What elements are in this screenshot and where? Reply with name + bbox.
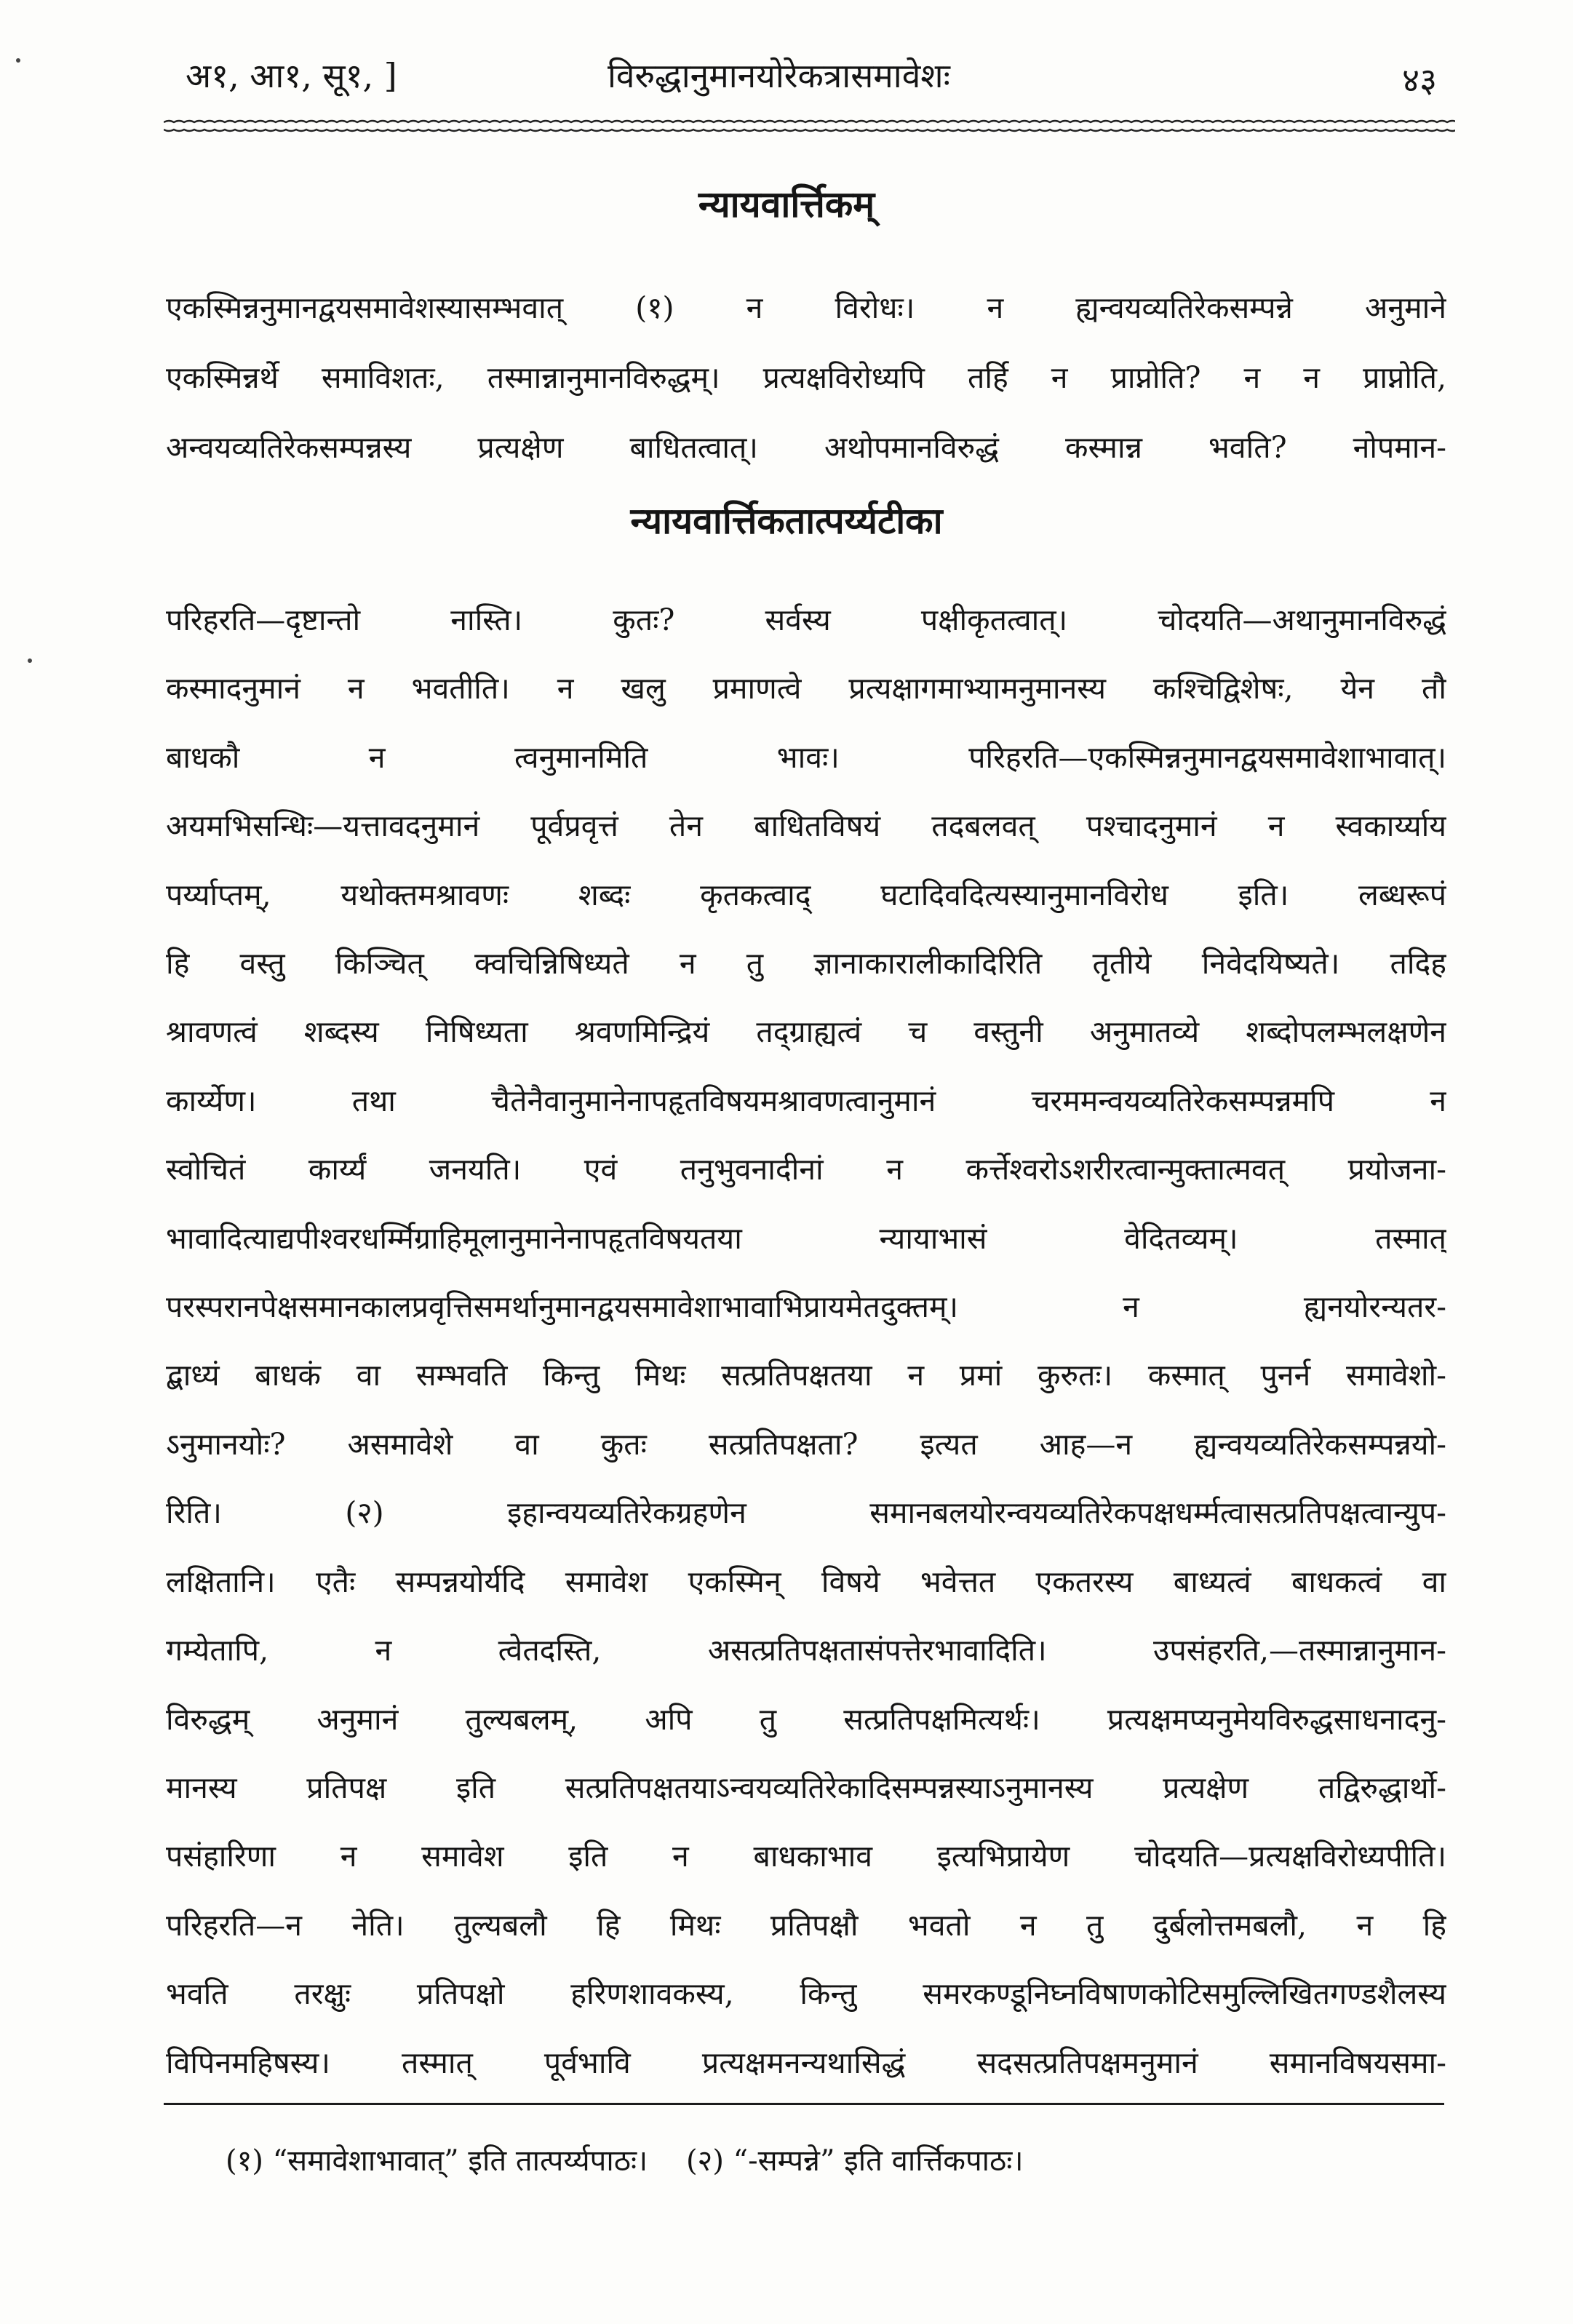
text-line: हि वस्तु किञ्चित् क्वचिन्निषिध्यते न तु ज्ञानाकारालीकादिरिति तृतीये निवेदयिष्यते। तदिह [166,946,1446,982]
section-title-tika: न्यायवार्त्तिकतात्पर्य्यटीका [630,499,943,542]
tika-text [166,586,1446,2097]
footnotes [226,2139,1053,2179]
text-line: भावादित्याद्यपीश्वरधर्म्मिग्राहिमूलानुमानेनापहृतविषयतया न्यायाभासं वेदितव्यम्। तस्मात् [166,1220,1446,1256]
text-line: मानस्य प्रतिपक्ष इति सत्प्रतिपक्षतयाऽन्वयव्यतिरेकादिसम्पन्नस्याऽनुमानस्य प्रत्यक्षेण तद्विरुद्धार्थो- [166,1770,1446,1805]
section-title-vartika: न्यायवार्त्तिकम् [698,183,875,226]
text-line: परिहरति—दृष्टान्तो नास्ति। कुतः? सर्वस्य पक्षीकृतत्वात्। चोदयति—अथानुमानविरुद्धं [166,602,1446,637]
footnote-divider [164,2103,1444,2105]
text-line: भवति तरक्षुः प्रतिपक्षो हरिणशावकस्य, किन्तु समरकण्डूनिघ्नविषाणकोटिसमुल्लिखितगण्डशैलस्य [166,1976,1446,2012]
text-line: एकस्मिन्ननुमानद्वयसमावेशस्यासम्भवात् (१) न विरोधः। न ह्यन्वयव्यतिरेकसम्पन्ने अनुमाने [166,290,1446,325]
running-title: विरुद्धानुमानयोरेकत्रासमावेशः [608,56,950,95]
footnote-2: (२) “-सम्पन्ने” इति वार्त्तिकपाठः। [685,2144,1024,2178]
page-number: ४३ [1402,60,1437,100]
vartika-text [166,273,1446,482]
margin-speck [16,58,20,63]
text-line: परिहरति—न नेति। तुल्यबलौ हि मिथः प्रतिपक्षौ भवतो न तु दुर्बलोत्तमबलौ, न हि [166,1907,1446,1943]
text-line: द्बाध्यं बाधकं वा सम्भवति किन्तु मिथः सत्प्रतिपक्षतया न प्रमां कुरुतः। कस्मात् पुनर्न समावेशो- [166,1358,1446,1393]
text-line: विपिनमहिषस्य। तस्मात् पूर्वभावि प्रत्यक्षमनन्यथासिद्धं सदसत्प्रतिपक्षमनुमानं समानविषयसमा- [166,2045,1446,2080]
text-line: परस्परानपेक्षसमानकालप्रवृत्तिसमर्थानुमानद्वयसमावेशाभावाभिप्रायमेतदुक्तम्। न ह्यनयोरन्यतर- [166,1289,1446,1325]
running-header [164,45,1444,111]
text-line: रिति। (२) इहान्वयव्यतिरेकग्रहणेन समानबलयोरन्वयव्यतिरेकपक्षधर्म्मत्वासत्प्रतिपक्षत्वान्युप- [166,1495,1446,1531]
text-line: अन्वयव्यतिरेकसम्पन्नस्य प्रत्यक्षेण बाधितत्वात्। अथोपमानविरुद्धं कस्मान्न भवति? नोपमान- [166,430,1446,465]
text-line: अयमभिसन्धिः—यत्तावदनुमानं पूर्वप्रवृत्तं तेन बाधितविषयं तदबलवत् पश्चादनुमानं न स्वकार्य्याय [166,808,1446,844]
text-line: कार्य्येण। तथा चैतेनैवानुमानेनापहृतविषयमश्रावणत्वानुमानं चरममन्वयव्यतिरेकसम्पन्नमपि न [166,1083,1446,1118]
margin-speck [28,658,32,663]
text-line: एकस्मिन्नर्थे समाविशतः, तस्मान्नानुमानविरुद्धम्। प्रत्यक्षविरोध्यपि तर्हि न प्राप्नोति? न न प्राप्नोति, [166,360,1446,395]
header-wavy-rule [164,116,1455,135]
text-line: पसंहारिणा न समावेश इति न बाधकाभाव इत्यभिप्रायेण चोदयति—प्रत्यक्षविरोध्यपीति। [166,1839,1446,1874]
text-line: बाधकौ न त्वनुमानमिति भावः। परिहरति—एकस्मिन्ननुमानद्वयसमावेशाभावात्। [166,739,1446,775]
text-line: स्वोचितं कार्य्यं जनयति। एवं तनुभुवनादीनां न कर्त्तेश्वरोऽशरीरत्वान्मुक्तात्मवत् प्रयोजना- [166,1152,1446,1187]
text-line: कस्मादनुमानं न भवतीति। न खलु प्रमाणत्वे प्रत्यक्षागमाभ्यामनुमानस्य कश्चिद्विशेषः, येन तौ [166,671,1446,707]
chapter-reference: अ१, आ१, सू१, ] [186,56,397,95]
text-line: ऽनुमानयोः? असमावेशे वा कुतः सत्प्रतिपक्षता? इत्यत आह—न ह्यन्वयव्यतिरेकसम्पन्नयो- [166,1426,1446,1462]
text-line: गम्येतापि, न त्वेतदस्ति, असत्प्रतिपक्षतासंपत्तेरभावादिति। उपसंहरति,—तस्मान्नानुमान- [166,1633,1446,1668]
text-line: विरुद्धम् अनुमानं तुल्यबलम्, अपि तु सत्प्रतिपक्षमित्यर्थः। प्रत्यक्षमप्यनुमेयविरुद्धसाधनादनु- [166,1701,1446,1737]
text-line: पर्य्याप्तम्, यथोक्तमश्रावणः शब्दः कृतकत्वाद् घटादिवदित्यस्यानुमानविरोध इति। लब्धरूपं [166,877,1446,912]
text-line: लक्षितानि। एतैः सम्पन्नयोर्यदि समावेश एकस्मिन् विषये भवेत्तत एकतरस्य बाध्यत्वं बाधकत्वं वा [166,1564,1446,1599]
footnote-1: (१) “समावेशाभावात्” इति तात्पर्य्यपाठः। [226,2144,648,2178]
text-line: श्रावणत्वं शब्दस्य निषिध्यता श्रवणमिन्द्रियं तद्ग्राह्यत्वं च वस्तुनी अनुमातव्ये शब्दोपलम्भलक्षणेन [166,1014,1446,1050]
